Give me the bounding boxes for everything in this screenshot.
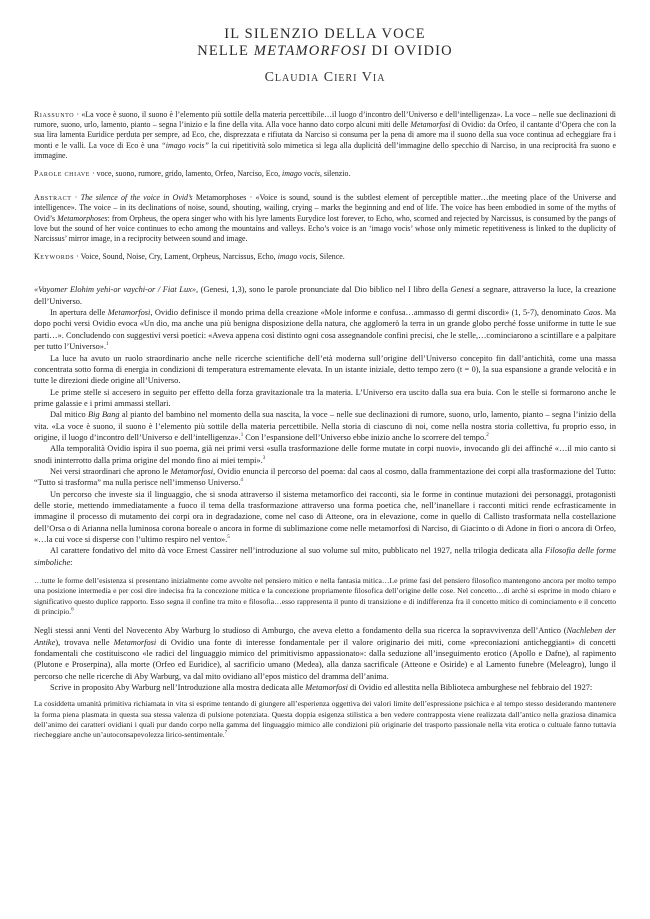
abstract-paragraph: Abstract · The silence of the voice in Ovid’s Metamorphoses · «Voice is sound, sound is the subtlest element of perceptible matter…the meeting place of the Universe and intelligence». The voice – in its declinations of noise, sound, shouting, wailing, crying – marks the beginning and end of life. The voice has been embodied in some of the myths of Ovid’s Metamorphoses: from Orpheus, the opera singer who with his lyre laments Eurydice lost forever, to Echo, who, scorned and rejected by Narcissus, is consumed by the pangs of love but the sound of her voice continues to echo among the mountains and valleys. Echo’s voice is an ‘imago vocis’ whose only mimetic repetitiveness is linked to the duplicity of Narcissus’ mirror image, in a reciprocity between sound and image. bbox=[34, 193, 616, 244]
footnote-ref[interactable]: 5 bbox=[227, 535, 230, 541]
riassunto-paragraph: Riassunto · «La voce è suono, il suono è l’elemento più sottile della materia percettibile…il luogo d’incontro dell’Universo e dell’intelligenza». La voce – nelle sue declinazioni di rumore, suono, urlo, lamento, pianto – segna l’inizio e la fine della vita. Alla voce hanno dato corpo alcuni miti delle Metamorfosi di Ovidio: da Orfeo, il cantante d’Opera che con la sua lira lamenta Euridice perduta per sempre, ad Eco, che, disprezzata e rifiutata da Narciso si consuma per la pena di amore ma il suono della sua voce continua ad echeggiare fra i monti e le valli. La voce di Eco è una “imago vocis” la cui ripetitività solo mimetica si lega alla duplicità dell’immagine dello specchio di Narciso, in una reciprocità fra suono e immagine. bbox=[34, 110, 616, 160]
block-quote-warburg: La cosiddetta umanità primitiva richiamata in vita si esprime tentando di giungere all’esperienza oggettiva dei valori limite dell’espressione psichica e al tempo stesso desiderando mantenere la forma piena plasmata in questa sua stessa valenza di pulsione potenziata. Questa doppia esigenza stilistica a ben vedere contrapposta viene realizzata dall’antico nella graziosa dinamica dell’animo dei caratteri ovidiani i quali pur dando corpo nella gamma del linguaggio mimico alle condizioni più originarie del trasporto passionale nella vita erotica o cultuale fanno tuttavia riecheggiare anche un’autoconsapevolezza lirico-sentimentale.$^7$ bbox=[34, 699, 616, 740]
footnote-ref[interactable]: 7 bbox=[224, 730, 228, 736]
title-block bbox=[34, 0, 616, 86]
body-paragraph-5: Dal mitico Big Bang al pianto del bambino nel momento della sua nascita, la voce – nelle sue declinazioni di rumore, suono, urlo, lamento, pianto – segna l’inizio della vita. «La voce è suono, il suono è l’elemento più sottile della materia percettibile. Nella storia di ciascuno di noi, come nella nostra storia collettiva, fu proprio esso, in origine, il luogo d’incontro dell’Universo e dell’intelligenza».$^1$ Con l’espansione dell’Universo ebbe inizio anche lo scorrere del tempo.$^2$ bbox=[34, 410, 616, 442]
footnote-ref[interactable]: 1 bbox=[106, 342, 109, 348]
body-paragraph-10: Negli stessi anni Venti del Novecento Aby Warburg lo studioso di Amburgo, che aveva eletto a fondamento della sua ricerca la sopravvivenza dell’Antico (Nachleben der Antike), trovava nelle Metamorfosi di Ovidio una fonte di interesse fondamentale per il valore originario dei miti, come «preconiazioni anticheggianti» di concetti fondamentali che costituiscono «le radici del linguaggio mimico del primitivismo appassionato»: dalla seduzione all’inseguimento erotico (Apollo e Dafne), al rapimento (Plutone e Proserpina), alla morte (Orfeo ed Euridice), al sacrificio umano (Medea), alla danza sacrificale (Atteone e Osiride) e al Lamento funebre (Meleagro), lungo il percorso che nelle ricerche di Aby Warburg, va dal mito ovidiano all’epos mistico del dramma dell’anima. bbox=[34, 626, 616, 681]
parole-chiave-paragraph: Parole chiave · voce, suono, rumore, grido, lamento, Orfeo, Narciso, Eco, imago vocis, silenzio. bbox=[34, 169, 351, 179]
body-paragraph-3: La luce ha avuto un ruolo straordinario anche nelle ricerche scientifiche dell’età moderna sull’origine dell’Universo concepito fin dall’antichità, come una massa concentrata sotto forma di energia in condizioni di temperatura estremamente elevata. In un istante iniziale, detto tempo zero (t = 0), la sua espansione a grande velocità e in tutte le direzioni diede origine all’Universo. bbox=[34, 353, 616, 386]
abstract-block bbox=[34, 110, 616, 262]
parole-chiave-label: Parole chiave bbox=[34, 169, 91, 179]
body-text bbox=[34, 284, 616, 740]
body-paragraph-11: Scrive in proposito Aby Warburg nell’Introduzione alla mostra dedicata alle Metamorfosi di Ovidio ed allestita nella Biblioteca amburghese nel febbraio del 1927: bbox=[50, 682, 593, 692]
abstract-label: Abstract bbox=[34, 193, 72, 203]
footnote-ref[interactable]: 6 bbox=[71, 607, 74, 613]
footnote-ref[interactable]: 4 bbox=[240, 478, 243, 484]
footnote-ref[interactable]: 2 bbox=[486, 433, 489, 439]
article-title-line-2: NELLE METAMORFOSI DI OVIDIO bbox=[197, 43, 453, 59]
keywords-paragraph: Keywords · Voice, Sound, Noise, Cry, Lament, Orpheus, Narcissus, Echo, imago vocis, Silence. bbox=[34, 252, 345, 262]
body-paragraph-2: In apertura delle Metamorfosi, Ovidio definisce il mondo prima della creazione «Mole informe e confusa…ammasso di germi discordi» (1, 5-7), denominato Caos. Ma dopo pochi versi Ovidio evoca «Un dio, ma anche una più benigna disposizione della natura, che agglomerò la terra in un grande globo perché fosse uniforme in tutte le sue parti…». Concludendo con suggestivi versi poetici: «Aveva appena così distinto ogni cosa assegnandole confini precisi, che le stelle,…cominciarono a scintillare e a palpitare per tutto l’Universo».$^1$ bbox=[34, 308, 616, 352]
body-paragraph-7: Nei versi straordinari che aprono le Metamorfosi, Ovidio enuncia il percorso del poema: dal caos al cosmo, dalla frammentazione dei corpi alla trasformazione del Tutto: “Tutto si trasforma” ma nulla perisce nell’immenso Universo.$^4$ bbox=[34, 466, 616, 488]
author-name: Claudia Cieri Via bbox=[264, 70, 386, 85]
body-paragraph-6: Alla temporalità Ovidio ispira il suo poema, già nei primi versi «sulla trasformazione delle forme mutate in corpi nuovi», invocando gli dei affinché «…il mio canto si snodi ininterrotto dalla prima origine del mondo fino ai miei tempi».$^3$ bbox=[34, 444, 616, 465]
footnote-ref[interactable]: 3 bbox=[262, 455, 266, 461]
body-paragraph-1: «Vayomer Elohim yehi-or vaychi-or / Fiat Lux», (Genesi, 1,3), sono le parole pronunciate dal Dio biblico nel I libro della Genesi a segnare, attraverso la luce, la creazione dell’Universo. bbox=[34, 285, 617, 306]
title-italic: METAMORFOSI bbox=[253, 43, 367, 59]
footnote-ref[interactable]: 1 bbox=[240, 433, 244, 439]
body-paragraph-8: Un percorso che investe sia il linguaggio, che si snoda attraverso il sistema metamorfico dei racconti, sia le forme in continue mutazioni dei personaggi, protagonisti delle storie, mettendo immediatamente a fuoco il tema della trasformazione attraverso una forma poetica che, nell’inanellare i racconti mitici rende ecfrasticamente in immagine il processo di mutamento dei corpi ora in degradazione, come nel caso di Atteone, ora in elevazione, come in quello di Callisto trasformata nella costellazione dell’Orsa o di Arianna nella luminosa corona boreale o ancora in forme di sublimazione come nelle metamorfosi di Narciso, di Giacinto o di Adone in fiori o ancora di Orfeo, «…la cui voce si disperse con l’ultimo respiro nel vento».$^5$ bbox=[34, 489, 616, 544]
riassunto-label: Riassunto bbox=[34, 110, 75, 119]
article-title-line-1: IL SILENZIO DELLA VOCE bbox=[224, 26, 426, 42]
body-paragraph-4: Le prime stelle si accesero in seguito per effetto della forza gravitazionale tra la materia. L’Universo era uscito dalla sua era buia. Con le stelle si formarono anche le prime galassie e i primi ammassi stellari. bbox=[34, 387, 616, 408]
block-quote-cassirer: …tutte le forme dell’esistenza si presentano inizialmente come avvolte nel pensiero mitico e nella fantasia mitica…Le prime fasi del pensiero filosofico mantengono ancora per molto tempo una posizione intermedia e per così dire indecisa fra la concezione mitica e la concezione propriamente filosofica dell’origine delle cose. Nel concetto…di archè si esprime in modo chiaro e significativo questo duplice rapporto. Esso segna il confine tra mito e filosofia…esso rappresenta il punto di transizione e di indifferenza fra il concetto mitico di cominciamento e il concetto di principio.$^6$ bbox=[34, 576, 616, 616]
keywords-label: Keywords bbox=[34, 252, 75, 262]
body-paragraph-9: Al carattere fondativo del mito dà voce Ernest Cassirer nell’introduzione al suo volume sul mito, pubblicato nel 1927, nella trilogia dedicata alla Filosofia delle forme simboliche: bbox=[34, 546, 616, 567]
